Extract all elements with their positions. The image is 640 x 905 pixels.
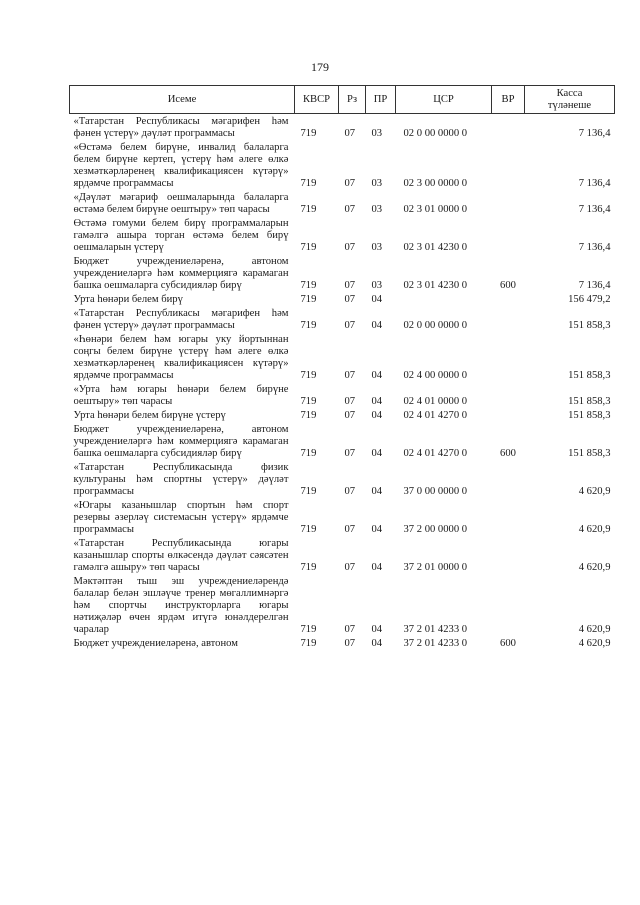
table-row (70, 422, 615, 460)
budget-table (69, 85, 615, 650)
row-name: «Өстәмә белем бирүне, инвалид балаларга белем бирүне кертеп, үстерү һәм әлеге өлкә хезмәткәрләренең квалификациясен күтәрү» ярдәмче программасы (73, 142, 289, 189)
row-csr: 02 3 01 0000 0 (403, 204, 468, 215)
row-rz: 07 (344, 370, 356, 381)
row-vr: 600 (500, 638, 516, 649)
row-vr (492, 190, 525, 216)
row-kvsr: 719 (300, 178, 317, 189)
row-sum: 151 858,3 (568, 320, 611, 331)
row-rz: 07 (344, 410, 356, 421)
row-kvsr: 719 (300, 396, 317, 407)
row-rz: 07 (344, 448, 356, 459)
row-rz: 07 (344, 280, 356, 291)
row-csr: 37 2 01 4233 0 (403, 624, 468, 635)
table-row (70, 216, 615, 254)
row-sum: 4 620,9 (578, 486, 611, 497)
table-row (70, 574, 615, 636)
table-row (70, 382, 615, 408)
row-csr: 02 3 00 0000 0 (403, 178, 468, 189)
row-name: «Дәүләт мәгариф оешмаларында балаларга өстәмә белем бирүне оештыру» төп чарасы (73, 192, 289, 215)
row-rz: 07 (344, 396, 356, 407)
table-row (70, 332, 615, 382)
row-pr: 03 (371, 128, 383, 139)
row-sum: 151 858,3 (568, 448, 611, 459)
row-pr: 04 (371, 486, 383, 497)
row-sum: 151 858,3 (568, 410, 611, 421)
row-csr: 37 2 01 4233 0 (403, 638, 468, 649)
row-csr: 02 0 00 0000 0 (403, 128, 468, 139)
row-csr: 37 0 00 0000 0 (403, 486, 468, 497)
row-kvsr: 719 (300, 320, 317, 331)
row-name: «Татарстан Республикасы мәгарифен һәм фәнен үстерү» дәүләт программасы (73, 116, 289, 139)
header-pr: ПР (366, 86, 396, 114)
row-csr: 02 4 01 4270 0 (403, 410, 468, 421)
row-vr (492, 140, 525, 190)
table-body (70, 114, 615, 651)
row-pr: 04 (371, 294, 383, 305)
row-kvsr: 719 (300, 448, 317, 459)
row-name: Мәктәптән тыш эш учреждениеләрендә балалар белән эшләүче тренер мөгаллимнәргә һәм спортчы инструкторларга югары нәтиҗәләр өчен ярдәм итүгә юнәлдерелгән чаралар (73, 576, 289, 635)
row-pr: 04 (371, 638, 383, 649)
table-row (70, 460, 615, 498)
row-name: Бюджет учреждениеләренә, автоном учреждениеләргә һәм коммерциягә карамаган башка оешмаларга субсидияләр бирү (73, 424, 289, 459)
row-vr (492, 332, 525, 382)
table-row (70, 190, 615, 216)
row-name: «Югары казанышлар спортын һәм спорт резервы әзерләү системасын үстерү» ярдәмче программасы (73, 500, 289, 535)
table-header (70, 86, 615, 114)
row-vr (492, 382, 525, 408)
row-sum: 7 136,4 (578, 178, 611, 189)
row-rz: 07 (344, 638, 356, 649)
row-vr (492, 460, 525, 498)
header-sum (525, 86, 615, 114)
header-kvsr: КВСР (295, 86, 339, 114)
row-csr: 02 4 01 4270 0 (403, 448, 468, 459)
table-row (70, 306, 615, 332)
row-kvsr: 719 (300, 562, 317, 573)
row-rz: 07 (344, 204, 356, 215)
row-sum: 7 136,4 (578, 204, 611, 215)
row-kvsr: 719 (300, 410, 317, 421)
row-sum: 7 136,4 (578, 242, 611, 253)
row-sum: 4 620,9 (578, 524, 611, 535)
row-sum: 4 620,9 (578, 562, 611, 573)
row-csr: 02 0 00 0000 0 (403, 320, 468, 331)
row-rz: 07 (344, 320, 356, 331)
row-kvsr: 719 (300, 524, 317, 535)
table-row (70, 292, 615, 306)
row-vr (492, 408, 525, 422)
header-name: Исеме (70, 86, 295, 114)
row-vr: 600 (500, 280, 516, 291)
table-row (70, 498, 615, 536)
row-name: Урта һөнәри белем бирүне үстерү (73, 410, 226, 421)
row-pr: 03 (371, 204, 383, 215)
header-row (70, 86, 615, 114)
row-kvsr: 719 (300, 370, 317, 381)
row-vr (492, 292, 525, 306)
row-sum: 156 479,2 (568, 294, 611, 305)
row-kvsr: 719 (300, 128, 317, 139)
row-name: Өстәмә гомуми белем бирү программаларын гамәлгә ашыра торган өстәмә белем бирү оешмаларын үстерү (73, 218, 289, 253)
row-sum: 4 620,9 (578, 624, 611, 635)
row-pr: 04 (371, 624, 383, 635)
header-sum-line1: Касса (556, 87, 583, 99)
row-csr: 02 3 01 4230 0 (403, 242, 468, 253)
row-pr: 04 (371, 320, 383, 331)
row-pr: 04 (371, 410, 383, 421)
header-csr: ЦСР (396, 86, 492, 114)
row-csr: 37 2 00 0000 0 (403, 524, 468, 535)
row-csr: 02 4 01 0000 0 (403, 396, 468, 407)
header-rz: Рз (339, 86, 366, 114)
row-sum: 151 858,3 (568, 396, 611, 407)
row-vr (492, 574, 525, 636)
table-row (70, 408, 615, 422)
row-kvsr: 719 (300, 242, 317, 253)
row-rz: 07 (344, 524, 356, 535)
row-name: «Татарстан Республикасында югары казанышлар спорты өлкәсендә дәүләт сәясәтен гамәлгә ашыру» төп чарасы (73, 538, 289, 573)
row-name: Урта һөнәри белем бирү (73, 294, 183, 305)
row-rz: 07 (344, 624, 356, 635)
row-sum: 151 858,3 (568, 370, 611, 381)
row-pr: 04 (371, 396, 383, 407)
row-pr: 03 (371, 280, 383, 291)
row-pr: 04 (371, 448, 383, 459)
row-rz: 07 (344, 562, 356, 573)
row-csr: 02 4 00 0000 0 (403, 370, 468, 381)
row-csr (396, 292, 492, 306)
row-kvsr: 719 (300, 486, 317, 497)
table-row (70, 536, 615, 574)
row-rz: 07 (344, 294, 356, 305)
row-name: Бюджет учреждениеләренә, автоном (73, 638, 238, 649)
row-pr: 03 (371, 242, 383, 253)
row-rz: 07 (344, 178, 356, 189)
row-name: Бюджет учреждениеләренә, автоном учреждениеләргә һәм коммерциягә карамаган башка оешмаларга субсидияләр бирү (73, 256, 289, 291)
row-vr (492, 216, 525, 254)
row-sum: 7 136,4 (578, 128, 611, 139)
row-sum: 7 136,4 (578, 280, 611, 291)
row-kvsr: 719 (300, 280, 317, 291)
row-name: «Һөнәри белем һәм югары уку йортыннан соңгы белем бирүне үстерү һәм әлеге өлкә хезмәткәрләренең квалификациясен күтәрү» ярдәмче программасы (73, 334, 289, 381)
row-name: «Татарстан Республикасында физик культураны һәм спортны үстерү» дәүләт программасы (73, 462, 289, 497)
row-kvsr: 719 (300, 294, 317, 305)
row-pr: 04 (371, 370, 383, 381)
table-row (70, 114, 615, 141)
row-rz: 07 (344, 128, 356, 139)
table-row (70, 254, 615, 292)
table-row (70, 140, 615, 190)
row-vr (492, 498, 525, 536)
row-csr: 37 2 01 0000 0 (403, 562, 468, 573)
row-kvsr: 719 (300, 638, 317, 649)
row-csr: 02 3 01 4230 0 (403, 280, 468, 291)
row-vr (492, 306, 525, 332)
row-vr (492, 114, 525, 141)
row-kvsr: 719 (300, 624, 317, 635)
row-pr: 03 (371, 178, 383, 189)
row-rz: 07 (344, 486, 356, 497)
header-sum-line2: түләнеше (547, 99, 592, 111)
row-vr: 600 (500, 448, 516, 459)
row-pr: 04 (371, 524, 383, 535)
row-vr (492, 536, 525, 574)
row-name: «Урта һәм югары һөнәри белем бирүне оештыру» төп чарасы (73, 384, 289, 407)
row-pr: 04 (371, 562, 383, 573)
row-rz: 07 (344, 242, 356, 253)
table-row (70, 636, 615, 650)
row-name: «Татарстан Республикасы мәгарифен һәм фәнен үстерү» дәүләт программасы (73, 308, 289, 331)
row-sum: 4 620,9 (578, 638, 611, 649)
row-kvsr: 719 (300, 204, 317, 215)
header-vr: ВР (492, 86, 525, 114)
page-number: 179 (311, 60, 329, 74)
